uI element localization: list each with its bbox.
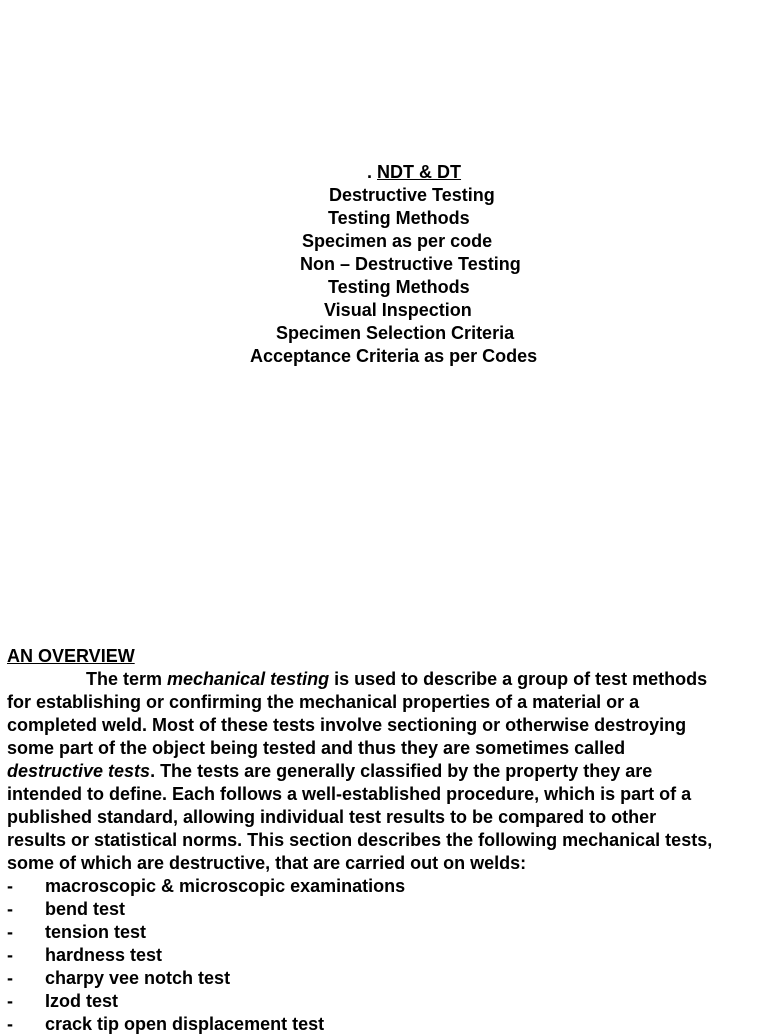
paragraph-text: . The tests are generally classified by the property they are <box>150 761 653 781</box>
title-line: Acceptance Criteria as per Codes <box>250 346 538 366</box>
list-item-text: Izod test <box>45 991 119 1011</box>
paragraph-line: completed weld. Most of these tests involve sectioning or otherwise destroying <box>7 715 687 735</box>
title-line: Specimen Selection Criteria <box>276 323 515 343</box>
paragraph-line <box>86 668 707 691</box>
bullet-marker: - <box>7 968 13 988</box>
paragraph-line: intended to define. Each follows a well-established procedure, which is part of a <box>7 784 692 804</box>
title-line: Specimen as per code <box>302 231 493 251</box>
title-line: Testing Methods <box>328 208 470 228</box>
list-item-text: macroscopic & microscopic examinations <box>45 876 406 896</box>
bullet-marker: - <box>7 945 13 965</box>
list-item-text: crack tip open displacement test <box>45 1014 325 1034</box>
paragraph-emphasis: mechanical testing <box>167 669 330 689</box>
list-item-text: tension test <box>45 922 147 942</box>
paragraph-emphasis: destructive tests <box>7 761 151 781</box>
bullet-marker: - <box>7 1014 13 1034</box>
bullet-marker: - <box>7 922 13 942</box>
paragraph-line: for establishing or confirming the mechanical properties of a material or a <box>7 692 640 712</box>
paragraph-text: is used to describe a group of test methods <box>329 669 708 689</box>
paragraph-text: The term <box>86 669 168 689</box>
title-line: Visual Inspection <box>324 300 472 320</box>
title-heading-text: NDT & DT <box>377 162 462 182</box>
bullet-marker: - <box>7 991 13 1011</box>
title-line: Destructive Testing <box>329 185 495 205</box>
title-heading <box>367 161 461 184</box>
list-item-text: charpy vee notch test <box>45 968 231 988</box>
paragraph-line <box>7 760 652 783</box>
paragraph-line: published standard, allowing individual test results to be compared to other <box>7 807 657 827</box>
title-line: Non – Destructive Testing <box>300 254 521 274</box>
title-line: Testing Methods <box>328 277 470 297</box>
paragraph-line: some part of the object being tested and thus they are sometimes called <box>7 738 626 758</box>
bullet-marker: - <box>7 876 13 896</box>
title-heading-prefix: . <box>367 162 373 182</box>
overview-heading: AN OVERVIEW <box>7 646 135 666</box>
paragraph-line: results or statistical norms. This section describes the following mechanical tests, <box>7 830 713 850</box>
bullet-marker: - <box>7 899 13 919</box>
list-item-text: hardness test <box>45 945 163 965</box>
paragraph-line: some of which are destructive, that are carried out on welds: <box>7 853 527 873</box>
list-item-text: bend test <box>45 899 126 919</box>
